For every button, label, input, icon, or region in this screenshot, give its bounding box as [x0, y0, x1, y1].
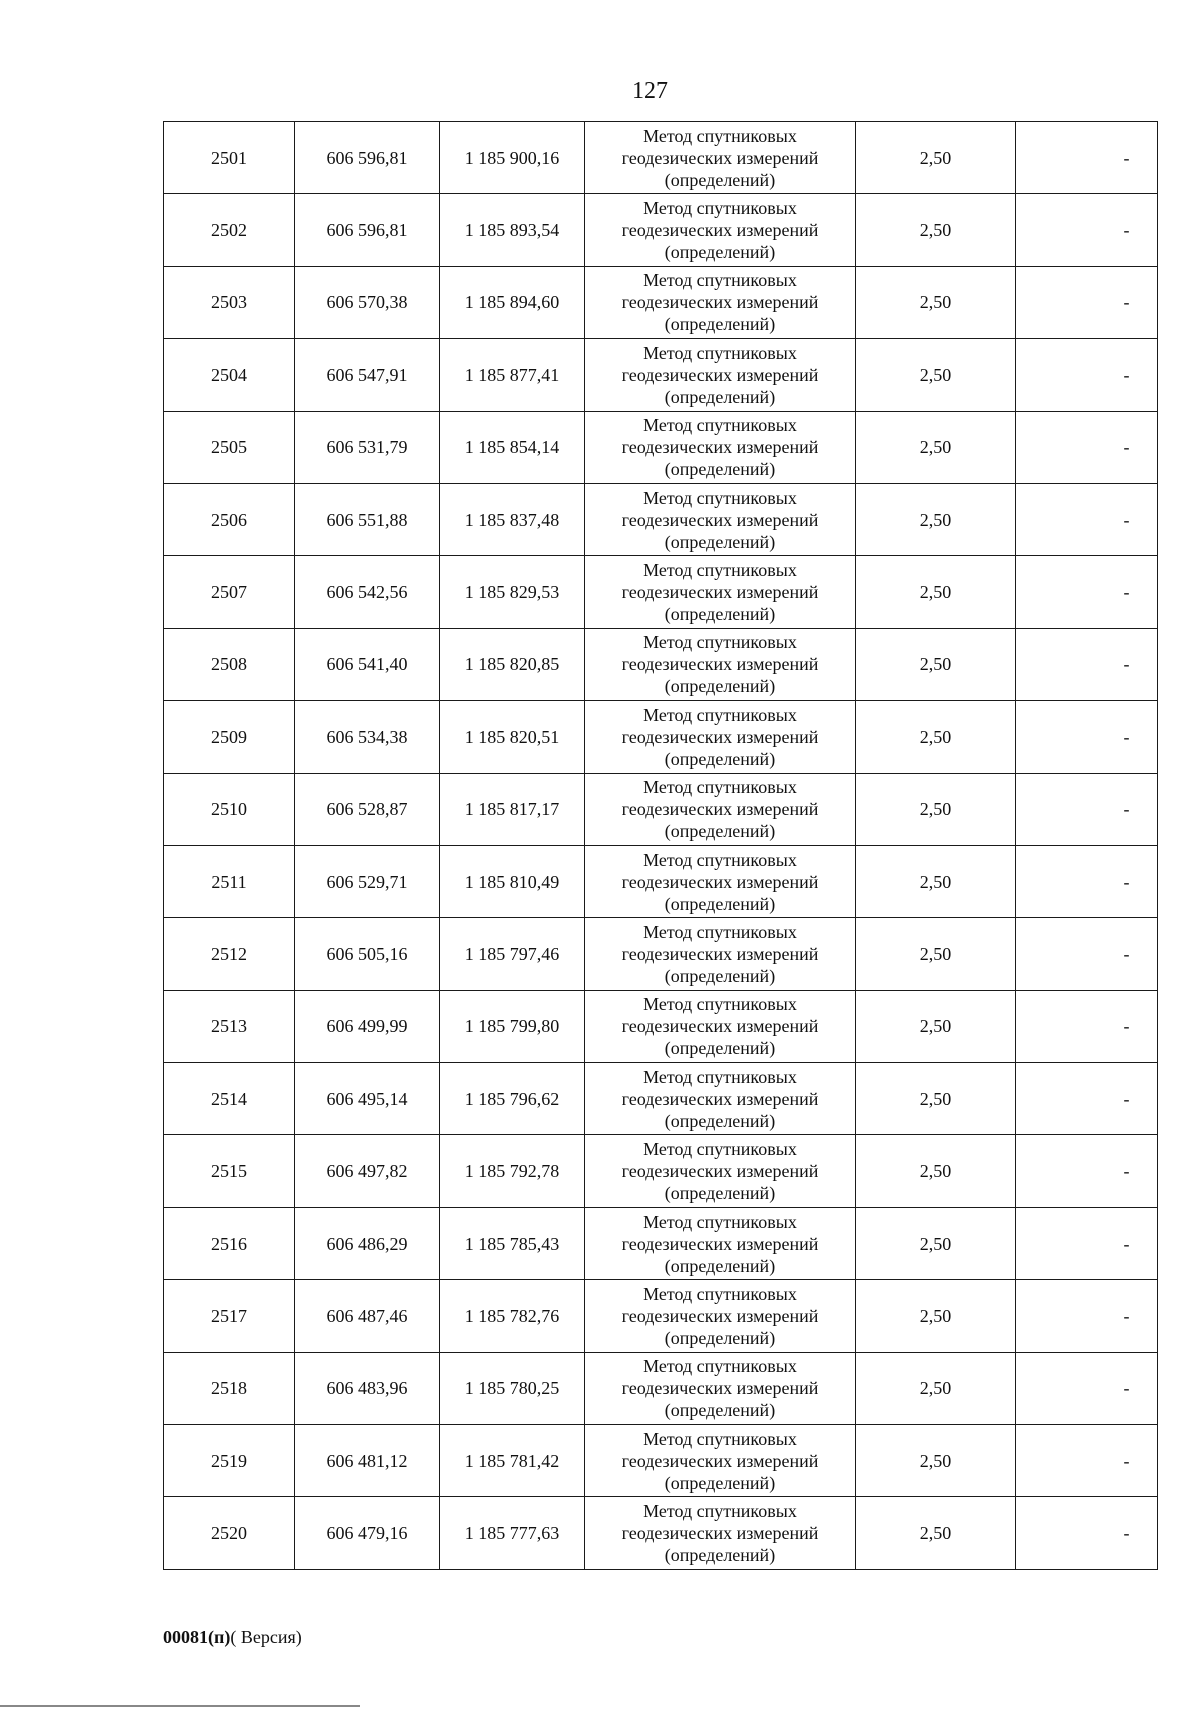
accuracy-cell: 2,50 — [856, 918, 1016, 990]
method-cell — [585, 411, 856, 483]
point-id-cell: 2516 — [164, 1207, 295, 1279]
method-line: Метод спутниковых — [643, 198, 797, 219]
point-id-cell: 2517 — [164, 1280, 295, 1352]
method-line: Метод спутниковых — [643, 632, 797, 653]
table-row — [164, 483, 1158, 555]
method-line: геодезических измерений — [621, 1450, 819, 1471]
y-coordinate-cell: 1 185 796,62 — [440, 1063, 585, 1135]
table-row — [164, 122, 1158, 194]
point-id-cell: 2505 — [164, 411, 295, 483]
method-cell — [585, 701, 856, 773]
table-row — [164, 1063, 1158, 1135]
table-row — [164, 773, 1158, 845]
note-cell: - — [1016, 1207, 1158, 1279]
method-line: Метод спутниковых — [643, 1356, 797, 1377]
x-coordinate-cell: 606 497,82 — [295, 1135, 440, 1207]
point-id-cell: 2504 — [164, 339, 295, 411]
method-line: Метод спутниковых — [643, 1428, 797, 1449]
table-row — [164, 1425, 1158, 1497]
coordinates-table — [163, 121, 1158, 1570]
method-line: (определений) — [664, 1183, 776, 1204]
method-line: геодезических измерений — [621, 943, 819, 964]
note-cell: - — [1016, 918, 1158, 990]
note-cell: - — [1016, 266, 1158, 338]
y-coordinate-cell: 1 185 785,43 — [440, 1207, 585, 1279]
table-row — [164, 701, 1158, 773]
method-line: Метод спутниковых — [643, 1139, 797, 1160]
note-cell: - — [1016, 628, 1158, 700]
point-id-cell: 2510 — [164, 773, 295, 845]
method-line: (определений) — [664, 314, 776, 335]
method-line: (определений) — [664, 242, 776, 263]
note-cell: - — [1016, 122, 1158, 194]
y-coordinate-cell: 1 185 797,46 — [440, 918, 585, 990]
method-line: Метод спутниковых — [643, 342, 797, 363]
accuracy-cell: 2,50 — [856, 773, 1016, 845]
table-row — [164, 628, 1158, 700]
method-line: (определений) — [664, 386, 776, 407]
accuracy-cell: 2,50 — [856, 1207, 1016, 1279]
method-cell — [585, 773, 856, 845]
method-line: Метод спутниковых — [643, 125, 797, 146]
note-cell: - — [1016, 845, 1158, 917]
accuracy-cell: 2,50 — [856, 1497, 1016, 1569]
table-row — [164, 411, 1158, 483]
note-cell: - — [1016, 773, 1158, 845]
x-coordinate-cell: 606 495,14 — [295, 1063, 440, 1135]
method-line: Метод спутниковых — [643, 1283, 797, 1304]
note-cell: - — [1016, 1497, 1158, 1569]
method-cell — [585, 1063, 856, 1135]
note-cell: - — [1016, 1063, 1158, 1135]
method-line: (определений) — [664, 965, 776, 986]
note-cell: - — [1016, 1280, 1158, 1352]
point-id-cell: 2520 — [164, 1497, 295, 1569]
point-id-cell: 2513 — [164, 990, 295, 1062]
point-id-cell: 2515 — [164, 1135, 295, 1207]
method-line: геодезических измерений — [621, 437, 819, 458]
method-cell — [585, 1497, 856, 1569]
accuracy-cell: 2,50 — [856, 339, 1016, 411]
method-line: Метод спутниковых — [643, 1501, 797, 1522]
accuracy-cell: 2,50 — [856, 122, 1016, 194]
method-line: (определений) — [664, 676, 776, 697]
table-row — [164, 990, 1158, 1062]
method-cell — [585, 1280, 856, 1352]
page-number: 127 — [632, 78, 668, 104]
method-line: Метод спутниковых — [643, 849, 797, 870]
x-coordinate-cell: 606 531,79 — [295, 411, 440, 483]
table-row — [164, 845, 1158, 917]
table-row — [164, 1352, 1158, 1424]
method-line: Метод спутниковых — [643, 1066, 797, 1087]
method-line: геодезических измерений — [621, 509, 819, 530]
method-cell — [585, 483, 856, 555]
x-coordinate-cell: 606 505,16 — [295, 918, 440, 990]
accuracy-cell: 2,50 — [856, 990, 1016, 1062]
point-id-cell: 2508 — [164, 628, 295, 700]
method-line: (определений) — [664, 1400, 776, 1421]
method-line: (определений) — [664, 893, 776, 914]
method-line: геодезических измерений — [621, 871, 819, 892]
accuracy-cell: 2,50 — [856, 701, 1016, 773]
method-line: (определений) — [664, 531, 776, 552]
method-line: (определений) — [664, 1255, 776, 1276]
method-line: геодезических измерений — [621, 220, 819, 241]
note-cell: - — [1016, 1425, 1158, 1497]
accuracy-cell: 2,50 — [856, 194, 1016, 266]
point-id-cell: 2514 — [164, 1063, 295, 1135]
method-cell — [585, 845, 856, 917]
note-cell: - — [1016, 701, 1158, 773]
method-line: (определений) — [664, 821, 776, 842]
accuracy-cell: 2,50 — [856, 483, 1016, 555]
x-coordinate-cell: 606 499,99 — [295, 990, 440, 1062]
method-line: геодезических измерений — [621, 292, 819, 313]
method-line: (определений) — [664, 459, 776, 480]
table-row — [164, 1497, 1158, 1569]
table-row — [164, 1135, 1158, 1207]
x-coordinate-cell: 606 534,38 — [295, 701, 440, 773]
y-coordinate-cell: 1 185 781,42 — [440, 1425, 585, 1497]
y-coordinate-cell: 1 185 837,48 — [440, 483, 585, 555]
table-body — [164, 122, 1158, 1570]
method-line: Метод спутниковых — [643, 777, 797, 798]
method-line: (определений) — [664, 1327, 776, 1348]
point-id-cell: 2503 — [164, 266, 295, 338]
method-line: геодезических измерений — [621, 1305, 819, 1326]
y-coordinate-cell: 1 185 780,25 — [440, 1352, 585, 1424]
accuracy-cell: 2,50 — [856, 1425, 1016, 1497]
point-id-cell: 2509 — [164, 701, 295, 773]
table-row — [164, 339, 1158, 411]
method-line: геодезических измерений — [621, 799, 819, 820]
note-cell: - — [1016, 990, 1158, 1062]
accuracy-cell: 2,50 — [856, 1063, 1016, 1135]
accuracy-cell: 2,50 — [856, 845, 1016, 917]
method-line: Метод спутниковых — [643, 560, 797, 581]
x-coordinate-cell: 606 487,46 — [295, 1280, 440, 1352]
x-coordinate-cell: 606 541,40 — [295, 628, 440, 700]
method-cell — [585, 1135, 856, 1207]
y-coordinate-cell: 1 185 817,17 — [440, 773, 585, 845]
method-line: геодезических измерений — [621, 582, 819, 603]
table-row — [164, 194, 1158, 266]
x-coordinate-cell: 606 551,88 — [295, 483, 440, 555]
method-line: геодезических измерений — [621, 1016, 819, 1037]
method-line: (определений) — [664, 1545, 776, 1566]
point-id-cell: 2512 — [164, 918, 295, 990]
note-cell: - — [1016, 556, 1158, 628]
method-line: Метод спутниковых — [643, 921, 797, 942]
x-coordinate-cell: 606 528,87 — [295, 773, 440, 845]
point-id-cell: 2501 — [164, 122, 295, 194]
point-id-cell: 2519 — [164, 1425, 295, 1497]
x-coordinate-cell: 606 596,81 — [295, 122, 440, 194]
note-cell: - — [1016, 411, 1158, 483]
method-line: Метод спутниковых — [643, 487, 797, 508]
method-line: геодезических измерений — [621, 654, 819, 675]
x-coordinate-cell: 606 596,81 — [295, 194, 440, 266]
method-line: Метод спутниковых — [643, 994, 797, 1015]
y-coordinate-cell: 1 185 894,60 — [440, 266, 585, 338]
method-cell — [585, 556, 856, 628]
point-id-cell: 2507 — [164, 556, 295, 628]
method-cell — [585, 1207, 856, 1279]
form-code: 00081(п) — [163, 1627, 231, 1647]
method-line: геодезических измерений — [621, 1523, 819, 1544]
method-line: (определений) — [664, 169, 776, 190]
x-coordinate-cell: 606 547,91 — [295, 339, 440, 411]
y-coordinate-cell: 1 185 854,14 — [440, 411, 585, 483]
y-coordinate-cell: 1 185 799,80 — [440, 990, 585, 1062]
document-footer — [163, 1627, 302, 1648]
y-coordinate-cell: 1 185 777,63 — [440, 1497, 585, 1569]
x-coordinate-cell: 606 542,56 — [295, 556, 440, 628]
method-line: геодезических измерений — [621, 1088, 819, 1109]
method-line: геодезических измерений — [621, 364, 819, 385]
method-line: (определений) — [664, 1472, 776, 1493]
accuracy-cell: 2,50 — [856, 1280, 1016, 1352]
table-row — [164, 918, 1158, 990]
y-coordinate-cell: 1 185 893,54 — [440, 194, 585, 266]
accuracy-cell: 2,50 — [856, 628, 1016, 700]
x-coordinate-cell: 606 481,12 — [295, 1425, 440, 1497]
note-cell: - — [1016, 339, 1158, 411]
method-cell — [585, 122, 856, 194]
method-line: Метод спутниковых — [643, 704, 797, 725]
method-cell — [585, 339, 856, 411]
point-id-cell: 2511 — [164, 845, 295, 917]
method-cell — [585, 1352, 856, 1424]
table-row — [164, 1207, 1158, 1279]
accuracy-cell: 2,50 — [856, 1352, 1016, 1424]
method-line: геодезических измерений — [621, 1378, 819, 1399]
scan-edge-line — [0, 1705, 360, 1707]
point-id-cell: 2502 — [164, 194, 295, 266]
method-line: Метод спутниковых — [643, 1211, 797, 1232]
method-cell — [585, 628, 856, 700]
method-line: (определений) — [664, 748, 776, 769]
note-cell: - — [1016, 483, 1158, 555]
accuracy-cell: 2,50 — [856, 266, 1016, 338]
method-cell — [585, 990, 856, 1062]
x-coordinate-cell: 606 479,16 — [295, 1497, 440, 1569]
note-cell: - — [1016, 1135, 1158, 1207]
table-row — [164, 266, 1158, 338]
y-coordinate-cell: 1 185 877,41 — [440, 339, 585, 411]
version-label: ( Версия) — [230, 1627, 302, 1647]
x-coordinate-cell: 606 529,71 — [295, 845, 440, 917]
method-cell — [585, 918, 856, 990]
accuracy-cell: 2,50 — [856, 556, 1016, 628]
method-line: геодезических измерений — [621, 726, 819, 747]
note-cell: - — [1016, 194, 1158, 266]
accuracy-cell: 2,50 — [856, 1135, 1016, 1207]
method-cell — [585, 194, 856, 266]
x-coordinate-cell: 606 570,38 — [295, 266, 440, 338]
method-cell — [585, 266, 856, 338]
method-line: Метод спутниковых — [643, 415, 797, 436]
y-coordinate-cell: 1 185 792,78 — [440, 1135, 585, 1207]
point-id-cell: 2518 — [164, 1352, 295, 1424]
method-line: геодезических измерений — [621, 1161, 819, 1182]
method-line: геодезических измерений — [621, 147, 819, 168]
method-line: (определений) — [664, 604, 776, 625]
point-id-cell: 2506 — [164, 483, 295, 555]
table-row — [164, 1280, 1158, 1352]
x-coordinate-cell: 606 486,29 — [295, 1207, 440, 1279]
method-line: (определений) — [664, 1038, 776, 1059]
note-cell: - — [1016, 1352, 1158, 1424]
method-line: Метод спутниковых — [643, 270, 797, 291]
y-coordinate-cell: 1 185 782,76 — [440, 1280, 585, 1352]
y-coordinate-cell: 1 185 829,53 — [440, 556, 585, 628]
y-coordinate-cell: 1 185 820,51 — [440, 701, 585, 773]
table-row — [164, 556, 1158, 628]
x-coordinate-cell: 606 483,96 — [295, 1352, 440, 1424]
y-coordinate-cell: 1 185 810,49 — [440, 845, 585, 917]
method-line: (определений) — [664, 1110, 776, 1131]
accuracy-cell: 2,50 — [856, 411, 1016, 483]
method-line: геодезических измерений — [621, 1233, 819, 1254]
y-coordinate-cell: 1 185 900,16 — [440, 122, 585, 194]
method-cell — [585, 1425, 856, 1497]
y-coordinate-cell: 1 185 820,85 — [440, 628, 585, 700]
